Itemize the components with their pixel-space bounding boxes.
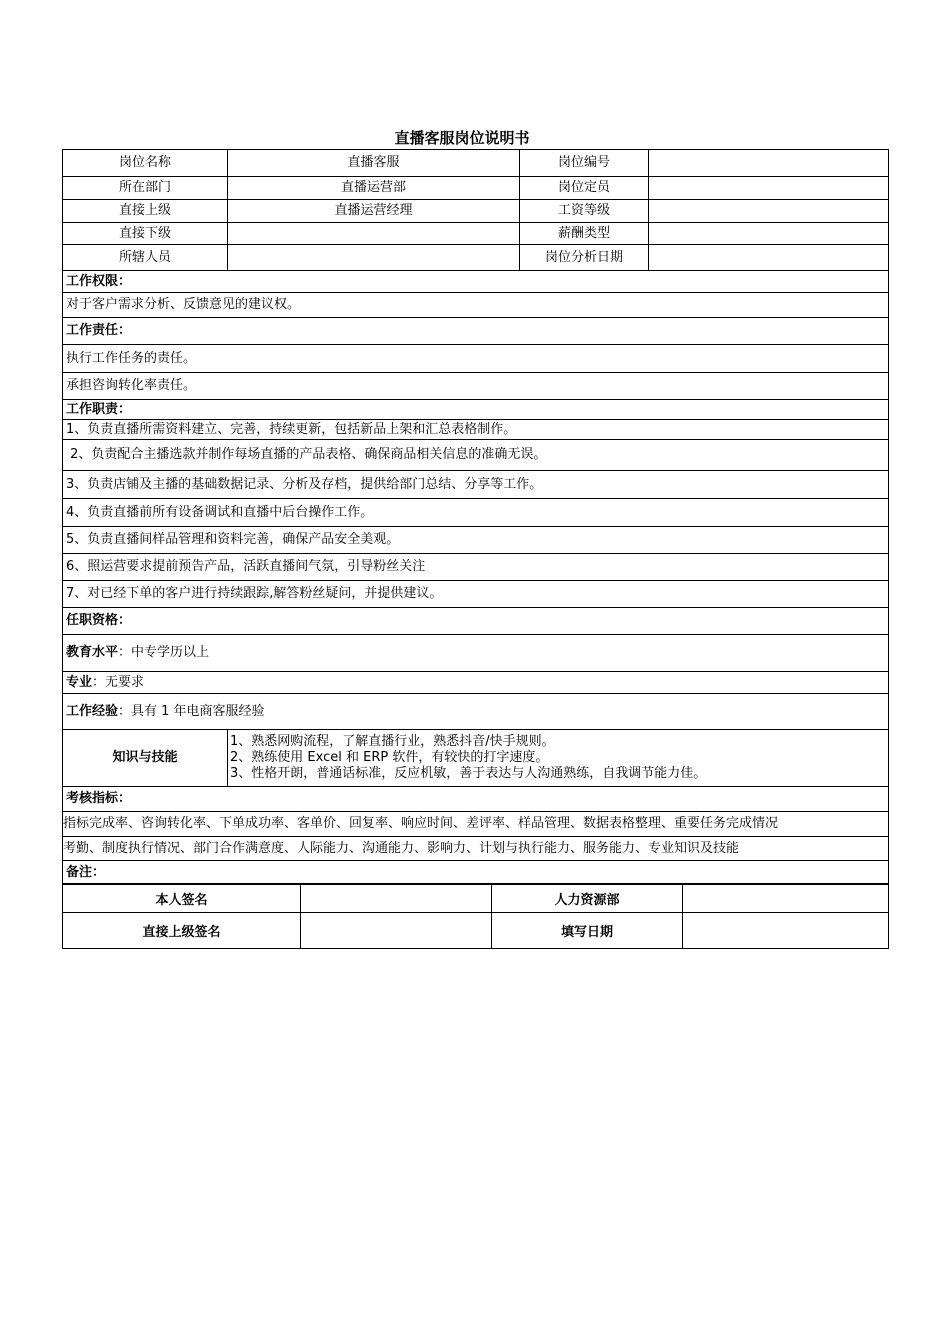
duties-heading: 工作职责： <box>63 400 889 420</box>
signature-table <box>62 883 889 949</box>
position-number-value[interactable] <box>649 150 889 177</box>
salary-grade-label: 工资等级 <box>520 200 649 223</box>
remarks-heading: 备注： <box>63 861 889 885</box>
skills-label <box>63 730 228 787</box>
authority-heading: 工作权限： <box>63 271 889 293</box>
education-value: ：中专学历以上 <box>118 645 210 660</box>
salary-grade-value[interactable] <box>649 200 889 223</box>
self-sign-field[interactable] <box>301 884 492 913</box>
duty-item: 7、对已经下单的客户进行持续跟踪,解答粉丝疑问，并提供建议。 <box>63 581 889 608</box>
subordinate-value[interactable] <box>228 223 520 245</box>
basic-info-row <box>63 223 889 245</box>
fill-date-label: 填写日期 <box>492 913 683 949</box>
major-row <box>63 672 889 694</box>
skill-item: 2、熟练使用 Excel 和 ERP 软件，有较快的打字速度。 <box>230 750 549 765</box>
authority-item: 对于客户需求分析、反馈意见的建议权。 <box>63 293 889 318</box>
document-title: 直播客服岗位说明书 <box>394 129 530 147</box>
supervisor-sign-field[interactable] <box>301 913 492 949</box>
responsibility-heading: 工作责任： <box>63 318 889 345</box>
pay-type-label: 薪酬类型 <box>520 223 649 245</box>
basic-info-row <box>63 245 889 271</box>
analysis-date-label: 岗位分析日期 <box>520 245 649 271</box>
assessment-item: 考勤、制度执行情况、部门合作满意度、人际能力、沟通能力、影响力、计划与执行能力、服务能力、专业知识及技能 <box>63 837 889 861</box>
assessment-item: 指标完成率、咨询转化率、下单成功率、客单价、回复率、响应时间、差评率、样品管理、数据表格整理、重要任务完成情况 <box>63 812 889 837</box>
duty-item: 5、负责直播间样品管理和资料完善，确保产品安全美观。 <box>63 527 889 554</box>
staff-label: 所辖人员 <box>63 245 228 271</box>
major-label: 专业 <box>66 674 93 690</box>
assessment-heading: 考核指标： <box>63 787 889 812</box>
skills-label-text: 知识与技能 <box>112 750 178 765</box>
experience-row <box>63 694 889 730</box>
duty-item: 6、照运营要求提前预告产品，活跃直播间气氛，引导粉丝关注 <box>63 554 889 581</box>
basic-info-row <box>63 200 889 223</box>
experience-value: ：具有 1 年电商客服经验 <box>118 703 265 719</box>
duty-item: 2、负责配合主播选款并制作每场直播的产品表格、确保商品相关信息的准确无误。 <box>63 440 889 471</box>
duty-item: 3、负责店铺及主播的基础数据记录、分析及存档，提供给部门总结、分享等工作。 <box>63 471 889 499</box>
major-value: ：无要求 <box>92 674 145 690</box>
duty-item: 4、负责直播前所有设备调试和直播中后台操作工作。 <box>63 499 889 527</box>
education-label: 教育水平 <box>66 645 119 660</box>
responsibility-item: 执行工作任务的责任。 <box>63 345 889 373</box>
analysis-date-value[interactable] <box>649 245 889 271</box>
position-name-value[interactable]: 直播客服 <box>228 150 520 177</box>
pay-type-value[interactable] <box>649 223 889 245</box>
supervisor-value[interactable]: 直播运营经理 <box>228 200 520 223</box>
position-name-label: 岗位名称 <box>63 150 228 177</box>
responsibility-item: 承担咨询转化率责任。 <box>63 373 889 400</box>
experience-label: 工作经验 <box>66 703 119 719</box>
hr-dept-field[interactable] <box>683 884 889 913</box>
education-row <box>63 635 889 672</box>
staff-value[interactable] <box>228 245 520 271</box>
department-value[interactable]: 直播运营部 <box>228 177 520 200</box>
duty-item: 1、负责直播所需资料建立、完善，持续更新，包括新品上架和汇总表格制作。 <box>63 420 889 440</box>
headcount-value[interactable] <box>649 177 889 200</box>
job-description-table <box>62 149 889 885</box>
position-number-label: 岗位编号 <box>520 150 649 177</box>
basic-info-row <box>63 150 889 177</box>
qualifications-heading: 任职资格： <box>63 608 889 635</box>
skills-list <box>228 730 889 787</box>
headcount-label: 岗位定员 <box>520 177 649 200</box>
fill-date-field[interactable] <box>683 913 889 949</box>
basic-info-row <box>63 177 889 200</box>
skill-item: 1、熟悉网购流程，了解直播行业，熟悉抖音/快手规则。 <box>230 734 555 749</box>
skill-item: 3、性格开朗，普通话标准，反应机敏，善于表达与人沟通熟练，自我调节能力佳。 <box>230 766 707 781</box>
department-label: 所在部门 <box>63 177 228 200</box>
subordinate-label: 直接下级 <box>63 223 228 245</box>
self-sign-label: 本人签名 <box>63 884 301 913</box>
supervisor-label: 直接上级 <box>63 200 228 223</box>
supervisor-sign-label: 直接上级签名 <box>63 913 301 949</box>
hr-dept-label: 人力资源部 <box>492 884 683 913</box>
